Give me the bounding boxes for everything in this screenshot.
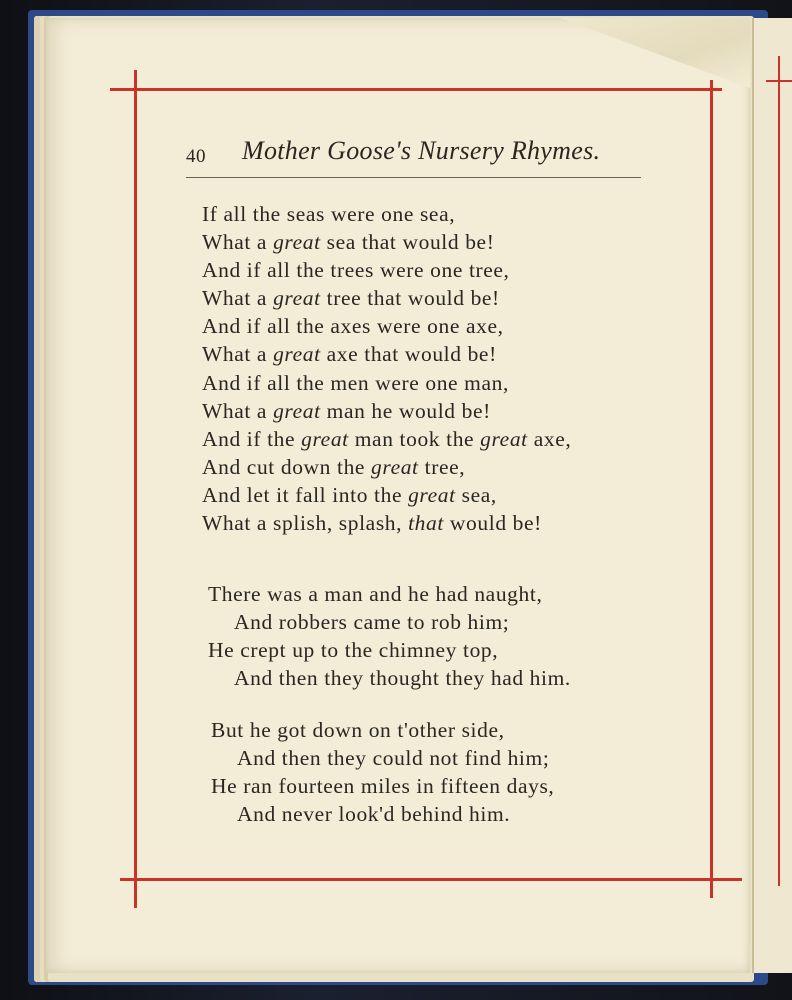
- poem-line: And robbers came to rob him;: [234, 610, 510, 635]
- line-text: And if all the axes were one axe,: [202, 314, 504, 339]
- facing-page-frame-rule-vertical: [778, 56, 780, 886]
- line-text: And if all the trees were one tree,: [202, 258, 510, 283]
- running-head: [186, 136, 646, 176]
- line-text: sea that would be!: [320, 230, 495, 255]
- italic-word: great: [273, 398, 321, 423]
- italic-word: great: [301, 426, 349, 451]
- italic-word: great: [273, 230, 321, 255]
- frame-rule-left: [134, 70, 137, 908]
- line-text: What a splish, splash,: [202, 511, 409, 536]
- poem-man-naught-stanza-1: [208, 580, 571, 692]
- line-text: And if all the men were one man,: [202, 370, 509, 395]
- poem-line: He crept up to the chimney top,: [208, 638, 499, 663]
- line-text: would be!: [443, 511, 542, 536]
- italic-word: great: [371, 454, 419, 479]
- poem-line: [202, 284, 571, 312]
- poem-line: And never look'd behind him.: [237, 802, 511, 827]
- poem-line: [202, 369, 571, 397]
- poem-line: [202, 228, 571, 256]
- page-number: 40: [186, 146, 206, 167]
- poem-line: [202, 256, 571, 284]
- line-text: axe,: [527, 426, 572, 451]
- italic-word: great: [480, 426, 528, 451]
- poem-line: There was a man and he had naught,: [208, 582, 543, 606]
- book-title: Mother Goose's Nursery Rhymes.: [242, 136, 601, 165]
- italic-word: that: [408, 511, 444, 536]
- poem-line: [202, 200, 571, 228]
- line-text: man he would be!: [320, 398, 491, 423]
- line-text: And let it fall into the: [202, 482, 409, 507]
- poem-line: [202, 481, 571, 509]
- line-text: If all the seas were one sea,: [202, 202, 456, 226]
- line-text: sea,: [455, 482, 497, 507]
- line-text: And if the: [202, 426, 302, 451]
- frame-rule-right: [710, 80, 713, 898]
- frame-rule-bottom: [120, 878, 742, 881]
- line-text: What a: [202, 230, 274, 255]
- poem-line: He ran fourteen miles in fifteen days,: [211, 774, 555, 799]
- poem-great-sea: [202, 200, 571, 537]
- line-text: tree,: [418, 454, 466, 479]
- line-text: axe that would be!: [320, 342, 497, 367]
- poem-line: [202, 397, 571, 425]
- poem-line: [202, 425, 571, 453]
- poem-line: But he got down on t'other side,: [211, 718, 505, 742]
- italic-word: great: [273, 286, 321, 311]
- line-text: And cut down the: [202, 454, 372, 479]
- frame-rule-top: [110, 88, 722, 91]
- poem-man-naught-stanza-2: [211, 716, 554, 828]
- poem-line: And then they could not find him;: [237, 746, 550, 771]
- italic-word: great: [408, 482, 456, 507]
- poem-line: And then they thought they had him.: [234, 666, 571, 691]
- line-text: What a: [202, 342, 274, 367]
- poem-line: [202, 340, 571, 368]
- line-text: man took the: [348, 426, 481, 451]
- facing-page-edge: [752, 18, 792, 973]
- line-text: What a: [202, 398, 274, 423]
- poem-line: [202, 453, 571, 481]
- line-text: tree that would be!: [320, 286, 500, 311]
- italic-word: great: [273, 342, 321, 367]
- header-rule: [186, 177, 641, 178]
- line-text: What a: [202, 286, 274, 311]
- poem-line: [202, 312, 571, 340]
- poem-line: [202, 509, 571, 537]
